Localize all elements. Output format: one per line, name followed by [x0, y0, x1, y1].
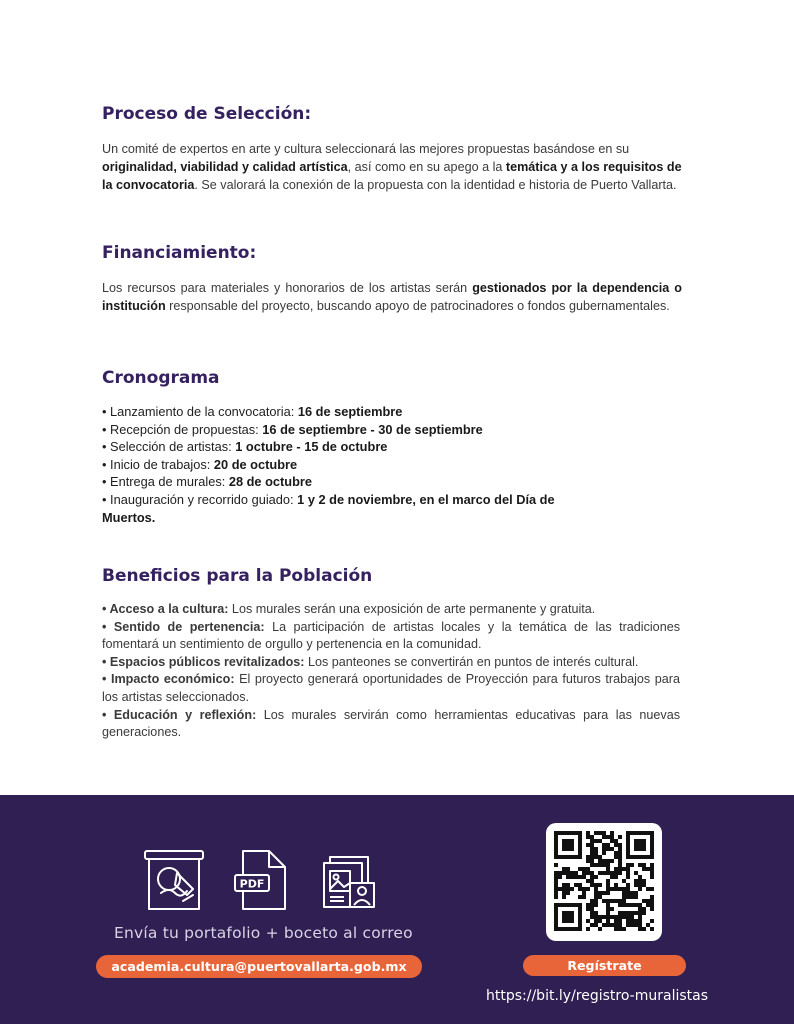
seleccion-text-3: . Se valorará la conexión de la propuesta con la identidad e historia de Puerto Vallarta. — [194, 178, 677, 192]
seleccion-text-1: Un comité de expertos en arte y cultura seleccionará las mejores propuestas basándose en su — [102, 142, 630, 156]
cronograma-item — [102, 473, 602, 491]
seleccion-bold-1: originalidad, viabilidad y calidad artística — [102, 160, 348, 174]
beneficio-item — [102, 619, 680, 654]
beneficio-item-label: • Acceso a la cultura: — [102, 602, 229, 616]
cronograma-list — [102, 403, 602, 526]
seleccion-paragraph — [102, 140, 682, 194]
cronograma-item-date: 1 y 2 de noviembre, en el marco del Día de Muertos. — [102, 491, 555, 525]
beneficio-item-label: • Educación y reflexión: — [102, 707, 257, 722]
seleccion-text-2: , así como en su apego a la — [347, 160, 506, 174]
beneficio-item-label: • Sentido de pertenencia: — [102, 619, 265, 634]
send-instructions: Envía tu portafolio + boceto al correo — [114, 924, 413, 942]
cronograma-item — [102, 456, 602, 474]
beneficio-item — [102, 601, 680, 619]
cronograma-item — [102, 403, 602, 421]
register-button[interactable]: Regístrate — [523, 955, 686, 976]
section-title-beneficios: Beneficios para la Población — [102, 566, 373, 586]
cronograma-item-date: 20 de octubre — [213, 456, 298, 472]
section-title-cronograma: Cronograma — [102, 368, 220, 388]
cronograma-item-date: 28 de octubre — [228, 474, 313, 490]
beneficio-item-text: Los murales serán una exposición de arte permanente y gratuita. — [228, 602, 596, 616]
cronograma-item — [102, 491, 602, 526]
pdf-file-icon — [233, 849, 289, 913]
beneficio-item-text: El proyecto generará oportunidades de Proyección para futuros trabajos para los artistas seleccionados. — [102, 672, 680, 704]
financiamiento-text-2: responsable del proyecto, buscando apoyo de patrocinadores o fondos gubernamentales. — [165, 299, 670, 313]
beneficio-item — [102, 707, 680, 742]
qr-code[interactable] — [546, 823, 662, 941]
beneficio-item-text: La participación de artistas locales y la temática de las tradiciones fomentará un sentimiento de orgullo y pertenencia en la comunidad. — [102, 619, 680, 652]
cronograma-item-label: • Entrega de murales: — [102, 474, 229, 490]
section-title-seleccion: Proceso de Selección: — [102, 104, 312, 124]
cronograma-item-label: • Recepción de propuestas: — [102, 421, 263, 437]
cronograma-item-label: • Lanzamiento de la convocatoria: — [102, 404, 298, 419]
artist-drawing-icon — [143, 847, 209, 913]
register-url[interactable]: https://bit.ly/registro-muralistas — [486, 988, 709, 1004]
seleccion-bold-2: temática y a los requisitos de la convocatoria — [102, 160, 682, 192]
beneficio-item-text: Los panteones se convertirán en puntos de interés cultural. — [304, 654, 639, 669]
beneficio-item — [102, 654, 680, 672]
qr-code-graphic — [546, 823, 662, 941]
beneficio-item-text: Los murales servirán como herramientas educativas para las nuevas generaciones. — [102, 707, 680, 740]
email-link[interactable]: academia.cultura@puertovallarta.gob.mx — [96, 955, 422, 978]
footer-banner — [0, 795, 794, 1024]
cronograma-item-date: 16 de septiembre — [297, 404, 403, 419]
cronograma-item-label: • Inauguración y recorrido guiado: — [102, 491, 298, 507]
financiamiento-paragraph — [102, 279, 682, 315]
financiamiento-text-1: Los recursos para materiales y honorarios de los artistas serán — [102, 281, 473, 295]
cronograma-item-date: 1 octubre - 15 de octubre — [235, 439, 388, 455]
beneficio-item-label: • Impacto económico: — [102, 672, 235, 687]
beneficios-list — [102, 601, 680, 742]
cronograma-item-date: 16 de septiembre - 30 de septiembre — [262, 421, 483, 437]
section-title-financiamiento: Financiamiento: — [102, 243, 257, 263]
beneficio-item — [102, 671, 680, 706]
cronograma-item-label: • Selección de artistas: — [102, 439, 236, 455]
cronograma-item-label: • Inicio de trabajos: — [102, 456, 214, 472]
financiamiento-bold-1: gestionados por la dependencia o institución — [102, 281, 683, 313]
pdf-label: PDF — [239, 877, 265, 891]
cronograma-item — [102, 438, 602, 456]
cronograma-item — [102, 421, 602, 439]
beneficio-item-label: • Espacios públicos revitalizados: — [102, 654, 305, 669]
portfolio-icon — [322, 853, 378, 911]
